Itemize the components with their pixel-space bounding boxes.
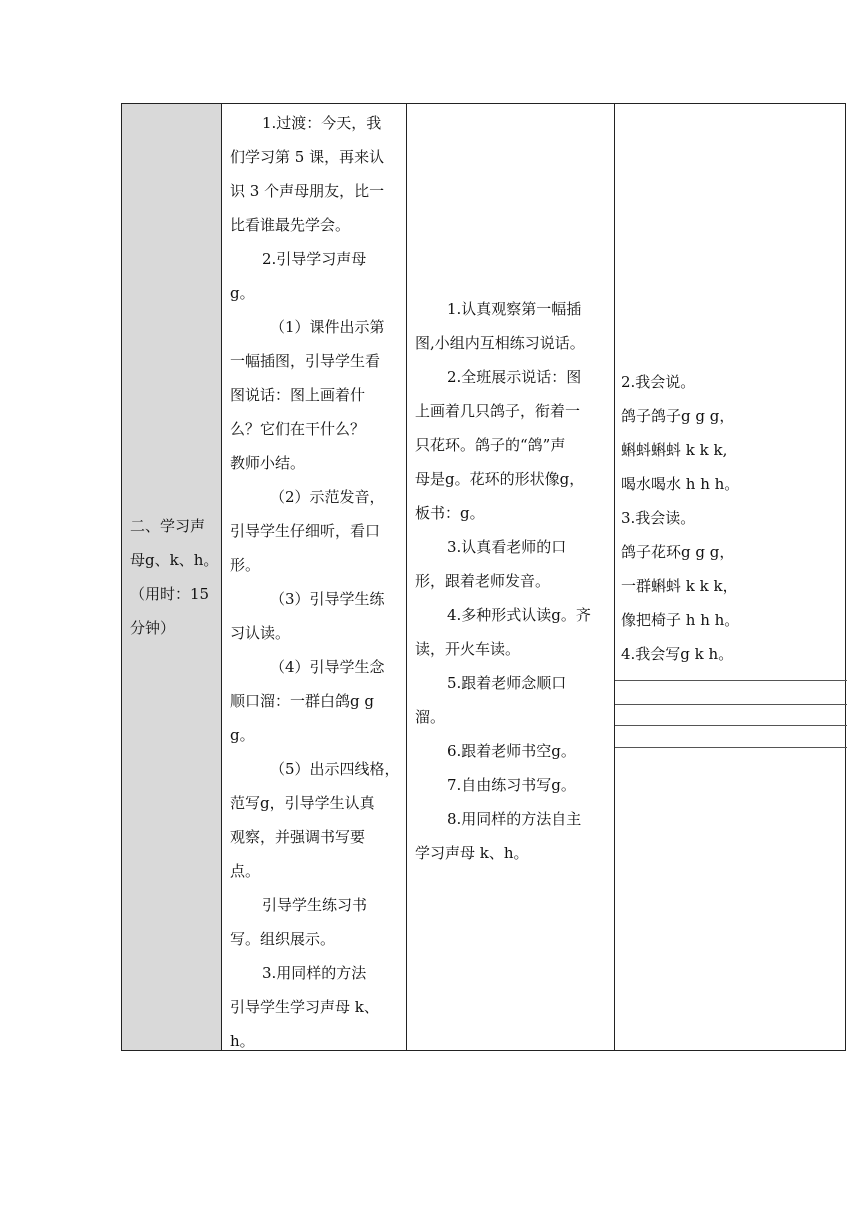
practice-line: 一群蝌蚪 k k k， [621, 577, 738, 595]
teacher-line: 1.过渡：今天，我 [262, 114, 382, 132]
teacher-line: 形。 [230, 556, 261, 574]
student-line: 读，开火车读。 [415, 640, 521, 658]
practice-text [621, 365, 739, 671]
teacher-line: 一幅插图，引导学生看 [230, 352, 381, 370]
student-activity-column [407, 104, 615, 1050]
student-line: 3.认真看老师的口 [447, 538, 567, 556]
teacher-line: （5）出示四线格， [270, 760, 400, 778]
teacher-line: 引导学生仔细听，看口 [230, 522, 381, 540]
student-line: 溜。 [415, 708, 446, 726]
practice-line: 喝水喝水 h h h。 [621, 475, 740, 493]
section-column [122, 104, 222, 1050]
section-line: 二、学习声 [130, 517, 206, 535]
teacher-line: 引导学生学习声母 k、 [230, 998, 379, 1016]
practice-line: 2.我会说。 [621, 373, 696, 391]
teacher-line: 教师小结。 [230, 454, 306, 472]
writing-line [615, 680, 847, 681]
student-line: 5.跟着老师念顺口 [447, 674, 567, 692]
teacher-line: 观察，并强调书写要 [230, 828, 366, 846]
practice-line: 鸽子花环g g g， [621, 543, 735, 561]
teacher-line: 习认读。 [230, 624, 291, 642]
writing-line [615, 747, 847, 748]
practice-line: 像把椅子 h h h。 [621, 611, 740, 629]
student-line: 图,小组内互相练习说话。 [415, 334, 585, 352]
section-line: 母g、k、h。 [130, 551, 219, 569]
practice-line: 鸽子鸽子g g g， [621, 407, 735, 425]
writing-line [615, 725, 847, 726]
teacher-line: 们学习第 5 课，再来认 [230, 148, 385, 166]
teacher-activity-column [222, 104, 407, 1050]
teacher-line: 3.用同样的方法 [262, 964, 367, 982]
student-line: 上画着几只鸽子，衔着一 [415, 402, 581, 420]
student-line: 母是g。花环的形状像g， [415, 470, 585, 488]
student-line: 8.用同样的方法自主 [447, 810, 582, 828]
teacher-line: 图说话：图上画着什 [230, 386, 366, 404]
student-line: 1.认真观察第一幅插 [447, 300, 582, 318]
teacher-line: h。 [230, 1032, 255, 1050]
teacher-line: （4）引导学生念 [270, 658, 385, 676]
practice-line: 3.我会读。 [621, 509, 696, 527]
student-line: 2.全班展示说话：图 [447, 368, 582, 386]
student-activity-text [415, 292, 591, 870]
teacher-line: 范写g，引导学生认真 [230, 794, 375, 812]
section-line: （用时：15 [130, 585, 210, 603]
teacher-line: 引导学生练习书 [262, 896, 368, 914]
student-line: 7.自由练习书写g。 [447, 776, 576, 794]
teacher-line: g。 [230, 284, 255, 302]
student-line: 形，跟着老师发音。 [415, 572, 551, 590]
student-line: 4.多种形式认读g。齐 [447, 606, 591, 624]
teacher-line: 写。组织展示。 [230, 930, 336, 948]
section-title [130, 509, 218, 645]
teacher-line: 比看谁最先学会。 [230, 216, 351, 234]
writing-line [615, 704, 847, 705]
practice-line: 4.我会写g k h。 [621, 645, 734, 663]
teacher-line: （1）课件出示第 [270, 318, 385, 336]
teacher-line: 顺口溜：一群白鸽g g [230, 692, 374, 710]
practice-line: 蝌蚪蝌蚪 k k k, [621, 441, 728, 459]
student-line: 只花环。鸽子的“鸽”声 [415, 436, 566, 454]
teacher-line: 识 3 个声母朋友，比一 [230, 182, 385, 200]
teacher-line: 2.引导学习声母 [262, 250, 367, 268]
student-line: 板书：g。 [415, 504, 485, 522]
section-line: 分钟） [130, 619, 176, 637]
lesson-plan-table [121, 103, 846, 1051]
teacher-activity-text [230, 106, 400, 1058]
teacher-line: g。 [230, 726, 255, 744]
student-line: 6.跟着老师书空g。 [447, 742, 576, 760]
teacher-line: 么？它们在干什么？ [230, 420, 366, 438]
teacher-line: 点。 [230, 862, 261, 880]
teacher-line: （3）引导学生练 [270, 590, 385, 608]
practice-column [615, 104, 847, 1050]
student-line: 学习声母 k、h。 [415, 844, 529, 862]
teacher-line: （2）示范发音， [270, 488, 385, 506]
